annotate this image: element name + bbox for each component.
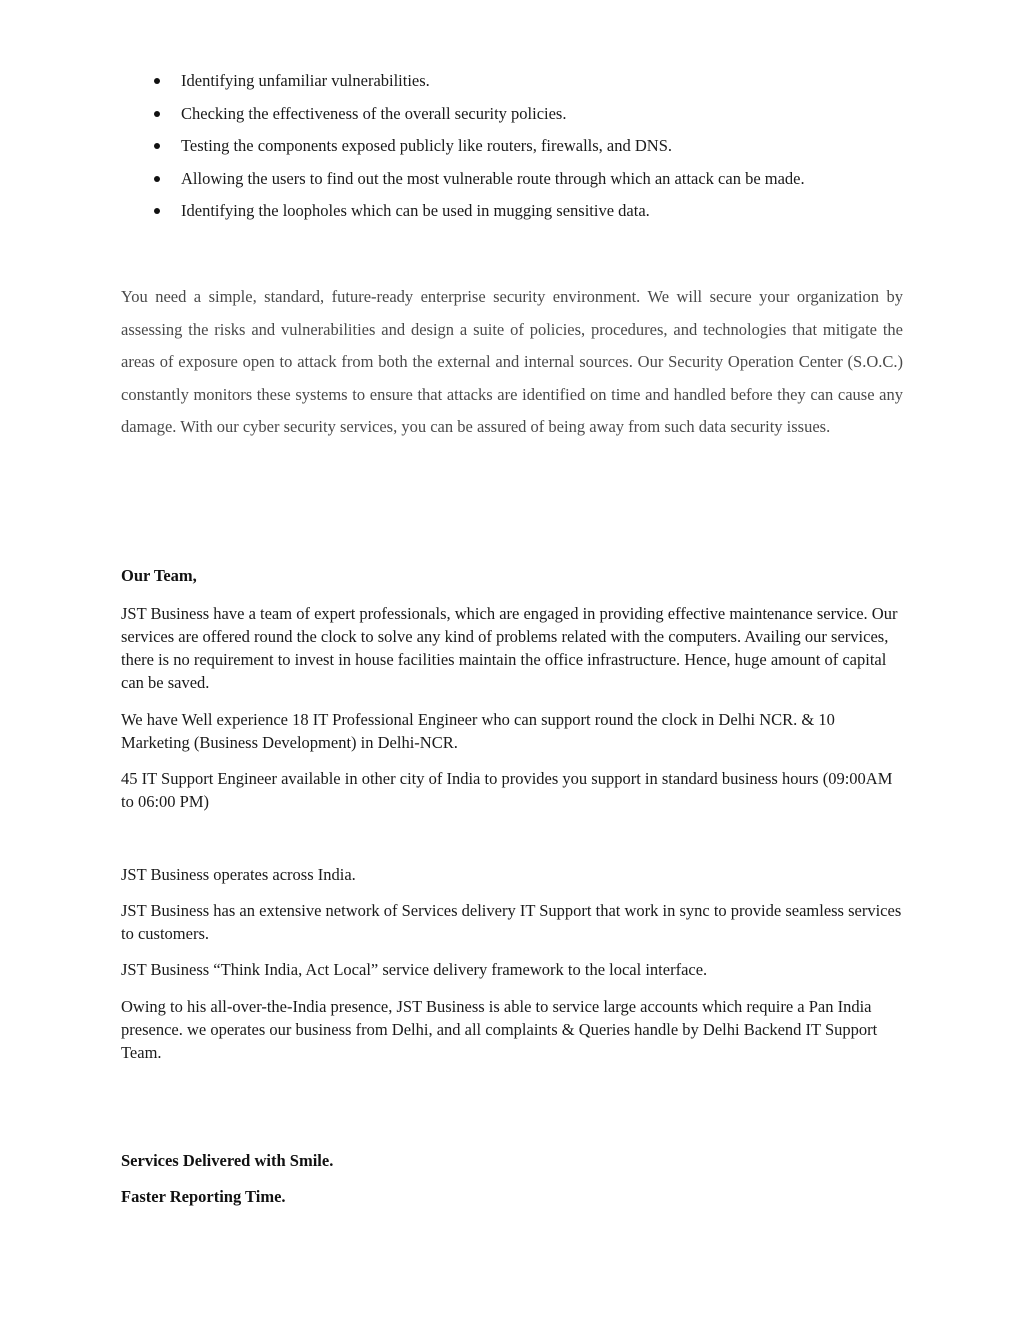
- intro-paragraph: You need a simple, standard, future-ready enterprise security environment. We will secure your organization by assessing the risks and vulnerabilities and design a suite of policies, procedures, and technologies that mitigate the areas of exposure open to attack from both the external and internal sources. Our Security Operation Center (S.O.C.) constantly monitors these systems to ensure that attacks are identified on time and handled before they can cause any damage. With our cyber security services, you can be assured of being away from such data security issues.: [121, 287, 903, 436]
- bullet-item: Identifying unfamiliar vulnerabilities.: [121, 65, 903, 98]
- operations-paragraph: JST Business “Think India, Act Local” service delivery framework to the local interface.: [121, 960, 708, 979]
- operations-paragraph: JST Business operates across India.: [121, 865, 356, 884]
- bullet-icon: [154, 143, 160, 149]
- security-bullet-list: [121, 65, 903, 228]
- team-paragraph: We have Well experience 18 IT Professional Engineer who can support round the clock in Delhi NCR. & 10 Marketing (Business Development) in Delhi-NCR.: [121, 710, 835, 752]
- team-heading: Our Team,: [121, 566, 197, 585]
- bullet-item: Testing the components exposed publicly like routers, firewalls, and DNS.: [121, 130, 903, 163]
- bullet-icon: [154, 208, 160, 214]
- operations-paragraph: Owing to his all-over-the-India presence, JST Business is able to service large accounts which require a Pan India presence. we operates our business from Delhi, and all complaints & Queries handle by Delhi Backend IT Support Team.: [121, 997, 878, 1062]
- bullet-item: Allowing the users to find out the most vulnerable route through which an attack can be made.: [121, 163, 903, 196]
- bullet-icon: [154, 78, 160, 84]
- tagline-smile: Services Delivered with Smile.: [121, 1151, 334, 1170]
- tagline-reporting: Faster Reporting Time.: [121, 1187, 286, 1206]
- bullet-icon: [154, 176, 160, 182]
- bullet-icon: [154, 111, 160, 117]
- bullet-item: Checking the effectiveness of the overall security policies.: [121, 98, 903, 131]
- operations-paragraph: JST Business has an extensive network of Services delivery IT Support that work in sync to provide seamless services to customers.: [121, 901, 902, 943]
- team-paragraph: JST Business have a team of expert professionals, which are engaged in providing effective maintenance service. Our services are offered round the clock to solve any kind of problems related with the computers. Availing our services, there is no requirement to invest in house facilities maintain the office infrastructure. Hence, huge amount of capital can be saved.: [121, 604, 898, 692]
- team-paragraph: 45 IT Support Engineer available in other city of India to provides you support in standard business hours (09:00AM to 06:00 PM): [121, 769, 893, 811]
- bullet-item: Identifying the loopholes which can be used in mugging sensitive data.: [121, 195, 903, 228]
